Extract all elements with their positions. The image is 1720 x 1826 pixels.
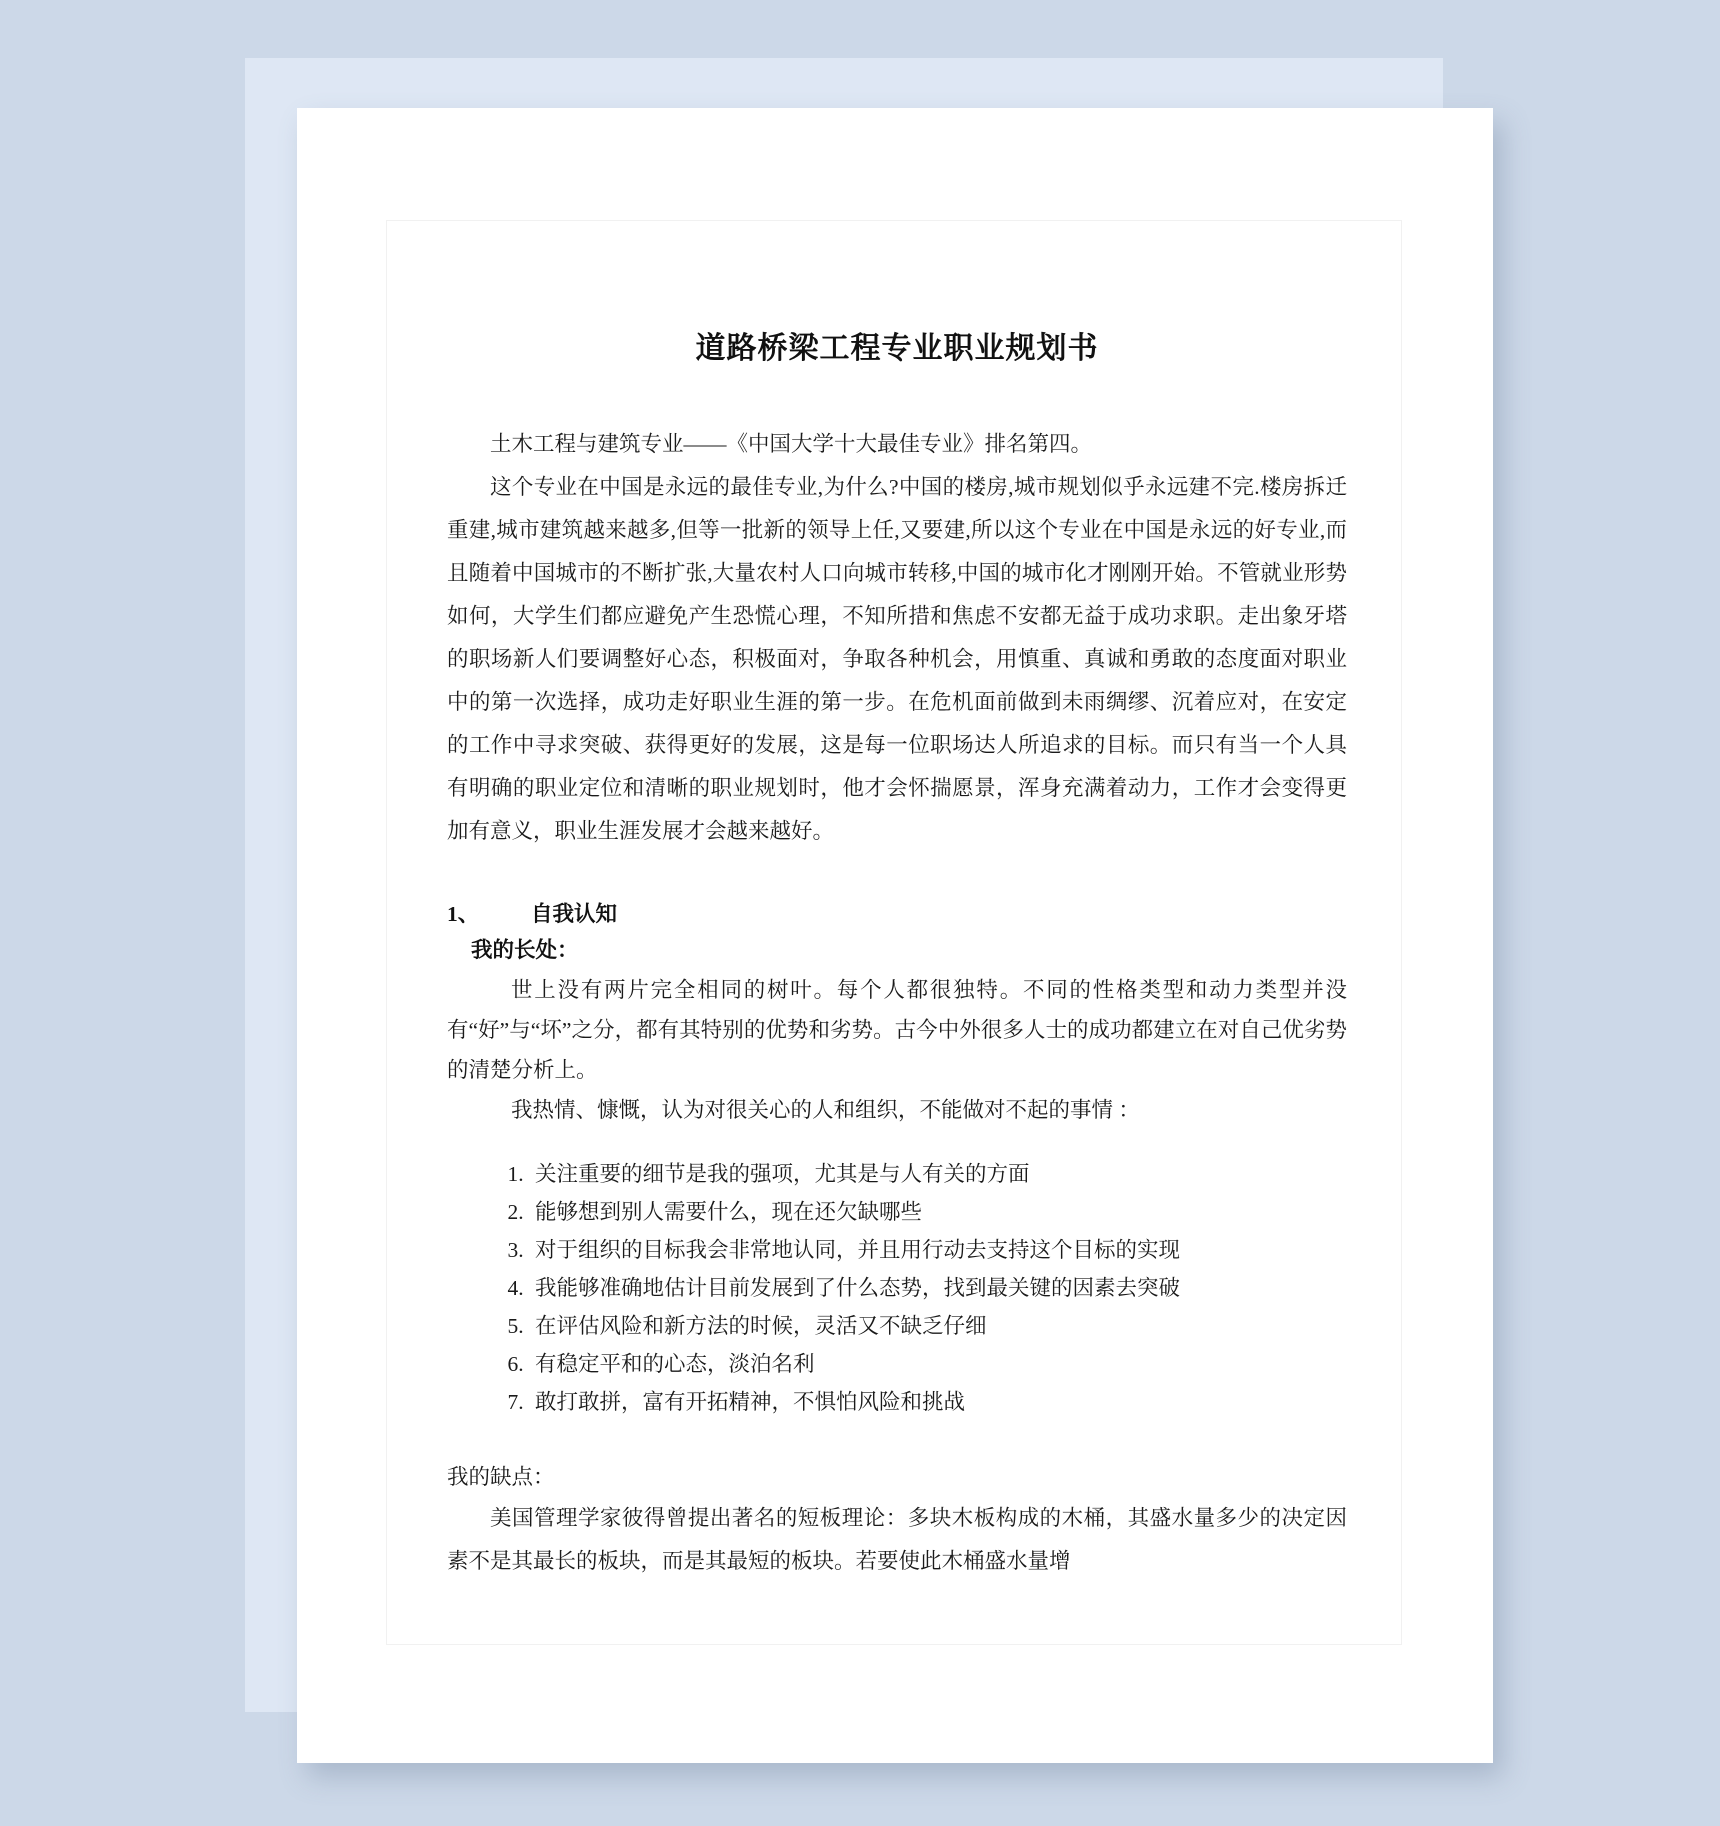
list-item: 7. 敢打敢拼，富有开拓精神，不惧怕风险和挑战 [529, 1384, 1347, 1421]
paragraph-strengths-intro: 世上没有两片完全相同的树叶。每个人都很独特。不同的性格类型和动力类型并没有“好”与“坏”之分，都有其特别的优势和劣势。古今中外很多人士的成功都建立在对自己优劣势的清楚分析上。 [447, 978, 1347, 1082]
document-body [447, 323, 1347, 1583]
section-title: 自我认知 [531, 902, 618, 926]
list-item: 3. 对于组织的目标我会非常地认同，并且用行动去支持这个目标的实现 [529, 1232, 1347, 1269]
section-heading-self-cognition [447, 897, 1347, 928]
document-page [297, 108, 1493, 1763]
list-item: 5. 在评估风险和新方法的时候，灵活又不缺乏仔细 [529, 1308, 1347, 1345]
list-item: 2. 能够想到别人需要什么，现在还欠缺哪些 [529, 1194, 1347, 1231]
list-item: 6. 有稳定平和的心态，淡泊名利 [529, 1346, 1347, 1383]
subheading-strengths: 我的长处： [471, 938, 579, 962]
strengths-block [447, 970, 1347, 1130]
subheading-weaknesses: 我的缺点： [447, 1465, 555, 1489]
list-item: 4. 我能够准确地估计目前发展到了什么态势，找到最关键的因素去突破 [529, 1270, 1347, 1307]
paragraph-strengths-lead: 我热情、慷慨，认为对很关心的人和组织，不能做对不起的事情 ： [511, 1098, 1140, 1122]
paragraph-intro-ranking: 土木工程与建筑专业——《中国大学十大最佳专业》排名第四。 [490, 432, 1093, 456]
paragraph-intro-body: 这个专业在中国是永远的最佳专业,为什么?中国的楼房,城市规划似乎永远建不完.楼房拆迁重建,城市建筑越来越多,但等一批新的领导上任,又要建,所以这个专业在中国是永远的好专业,而且随着中国城市的不断扩张,大量农村人口向城市转移,中国的城市化才刚刚开始。不管就业形势如何，大学生们都应避免产生恐慌心理，不知所措和焦虑不安都无益于成功求职。走出象牙塔的职场新人们要调整好心态，积极面对，争取各种机会，用慎重、真诚和勇敢的态度面对职业中的第一次选择，成功走好职业生涯的第一步。在危机面前做到未雨绸缪、沉着应对，在安定的工作中寻求突破、获得更好的发展，这是每一位职场达人所追求的目标。而只有当一个人具有明确的职业定位和清晰的职业规划时，他才会怀揣愿景，浑身充满着动力，工作才会变得更加有意义，职业生涯发展才会越来越好。 [447, 475, 1347, 843]
paragraph-weakness-text: 美国管理学家彼得曾提出著名的短板理论：多块木板构成的木桶，其盛水量多少的决定因素不是其最长的板块，而是其最短的板块。若要使此木桶盛水量增 [447, 1506, 1347, 1573]
section-number: 1、 [447, 902, 480, 926]
page-title: 道路桥梁工程专业职业规划书 [695, 331, 1099, 366]
strengths-list [447, 1156, 1347, 1421]
list-item: 1. 关注重要的细节是我的强项，尤其是与人有关的方面 [529, 1156, 1347, 1193]
